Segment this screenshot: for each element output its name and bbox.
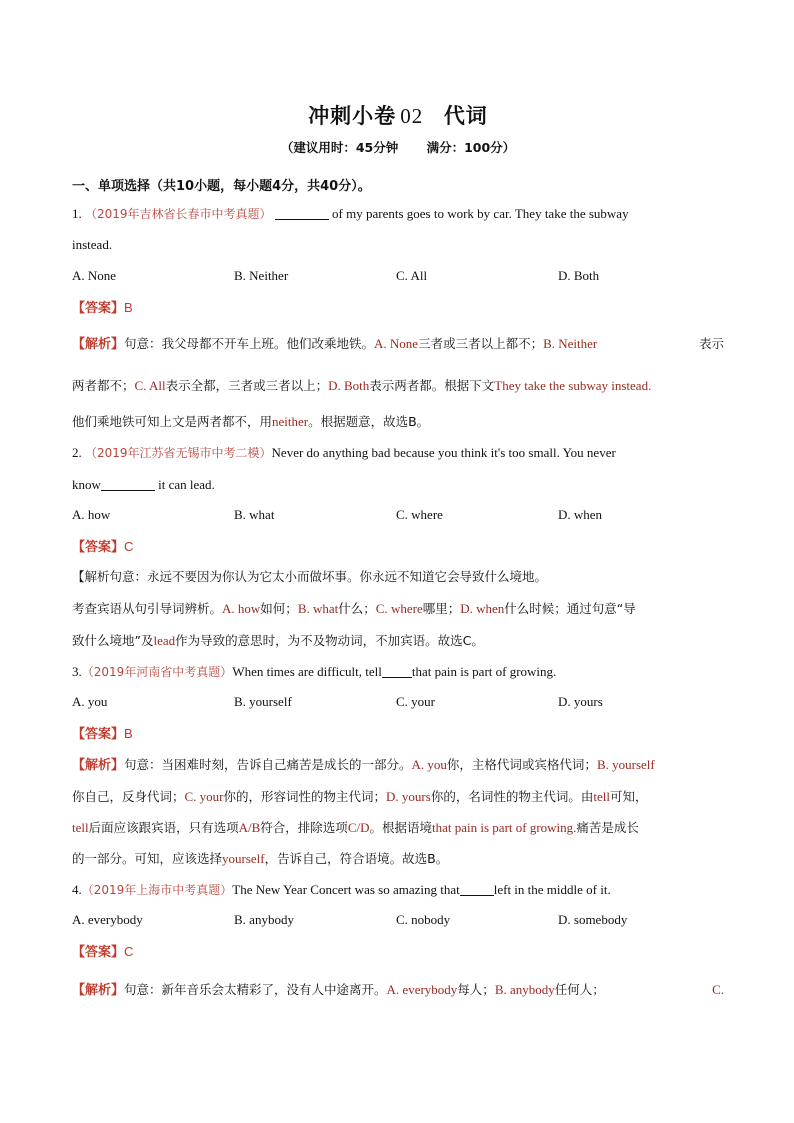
explanation-term: C. xyxy=(712,982,724,997)
answer-line xyxy=(72,538,133,557)
option-b: B. Neither xyxy=(234,268,289,283)
explanation-line xyxy=(72,413,429,431)
explanation-quote: They take the subway instead. xyxy=(494,378,652,393)
explanation-text: 你的，形容词性的物主代词； xyxy=(223,789,387,804)
option-c: C. All xyxy=(396,268,428,283)
explanation-term: neither xyxy=(272,414,309,429)
question-4-options xyxy=(72,912,724,930)
question-1 xyxy=(72,205,629,223)
question-text: it can lead. xyxy=(158,477,215,492)
option-b: B. anybody xyxy=(234,912,294,927)
explanation-term: yourself xyxy=(222,851,265,866)
explanation-text: 你，主格代词或宾格代词； xyxy=(446,757,597,772)
answer-tag: 【答案】 xyxy=(72,540,125,555)
explanation-text: 他们乘地铁可知上文是两者都不，用 xyxy=(72,414,273,429)
explanation-line xyxy=(72,335,724,354)
explanation-text: 哪里； xyxy=(422,601,461,616)
explanation-line xyxy=(72,568,547,586)
answer-line xyxy=(72,943,133,962)
title-number: 02 xyxy=(400,104,424,128)
explanation-tag: 【解析】 xyxy=(72,983,125,998)
explanation-text: 任何人； xyxy=(554,982,605,997)
explanation-term: A. None xyxy=(374,336,419,351)
option-d: D. yours xyxy=(558,694,603,709)
question-number: 2. xyxy=(72,445,82,460)
explanation-term: C. where xyxy=(375,601,423,616)
explanation-text: 两者都不； xyxy=(72,378,135,393)
option-b: B. yourself xyxy=(234,694,292,709)
explanation-text: 三者或三者以上都不； xyxy=(418,336,544,351)
explanation-line xyxy=(72,632,484,650)
option-b: B. what xyxy=(234,507,275,522)
page-title xyxy=(72,100,724,130)
question-number: 3. xyxy=(72,664,82,679)
explanation-text: 致什么境地”及 xyxy=(72,633,154,648)
question-number: 1. xyxy=(72,206,82,221)
explanation-term: D. Both xyxy=(328,378,370,393)
explanation-text: 【解析句意：永远不要因为你认为它太小而做坏事。你永远不知道它会导致什么境地。 xyxy=(72,569,548,584)
option-a: A. how xyxy=(72,507,111,522)
question-2 xyxy=(72,444,616,462)
answer-tag: 【答案】 xyxy=(72,727,125,742)
explanation-term: A/B xyxy=(238,820,261,835)
explanation-term: C/D xyxy=(347,820,370,835)
explanation-line xyxy=(72,600,636,618)
question-2-options xyxy=(72,507,724,525)
explanation-text: 你的，名词性的物主代词。由 xyxy=(430,789,594,804)
question-text: left in the middle of it. xyxy=(493,882,611,897)
question-source: （2019年上海市中考真题） xyxy=(81,883,233,897)
explanation-line xyxy=(72,788,647,806)
option-a: A. everybody xyxy=(72,912,143,927)
option-a: A. None xyxy=(72,268,117,283)
explanation-text: 表示两者都。根据下文 xyxy=(369,378,495,393)
explanation-text: 你自己，反身代词； xyxy=(72,789,185,804)
explanation-text: 可知， xyxy=(609,789,648,804)
explanation-text: 的一部分。可知，应该选择 xyxy=(72,851,223,866)
section-heading: 一、单项选择（共10小题，每小题4分，共40分）。 xyxy=(72,179,371,194)
explanation-term: tell xyxy=(593,789,610,804)
explanation-term: D. when xyxy=(460,601,505,616)
option-c: C. your xyxy=(396,694,435,709)
explanation-text: 什么时候；通过句意“导 xyxy=(504,601,636,616)
explanation-text: 句意：当困难时刻，告诉自己痛苦是成长的一部分。 xyxy=(124,757,412,772)
document-page xyxy=(72,0,724,1123)
explanation-text: 。根据题意，故选B。 xyxy=(308,414,430,429)
question-text-continued xyxy=(72,476,215,494)
explanation-text: 表示全都，三者或三者以上； xyxy=(165,378,329,393)
explanation-term: B. Neither xyxy=(543,336,598,351)
explanation-term: B. anybody xyxy=(494,982,555,997)
explanation-text: 。根据语境 xyxy=(369,820,432,835)
full-score: 满分：100分） xyxy=(426,140,516,155)
option-d: D. when xyxy=(558,507,603,522)
answer-value: C xyxy=(124,944,134,959)
question-number: 4. xyxy=(72,882,82,897)
question-text: of my parents goes to work by car. They take the subway xyxy=(332,206,629,221)
question-text: When times are difficult, tell xyxy=(232,664,382,679)
option-c: C. where xyxy=(396,507,443,522)
question-source: （2019年江苏省无锡市中考二模） xyxy=(85,446,272,460)
question-text: that pain is part of growing. xyxy=(411,664,557,679)
answer-blank xyxy=(460,882,494,896)
answer-tag: 【答案】 xyxy=(72,301,125,316)
explanation-text: 什么； xyxy=(338,601,376,616)
explanation-tag: 【解析】 xyxy=(72,758,125,773)
explanation-line xyxy=(72,756,655,775)
question-source: （2019年河南省中考真题） xyxy=(81,665,233,679)
answer-blank xyxy=(101,477,155,491)
explanation-text: ，告诉自己，符合语境。故选B。 xyxy=(264,851,449,866)
question-3-options xyxy=(72,694,724,712)
explanation-term: A. you xyxy=(411,757,447,772)
explanation-line xyxy=(72,377,651,395)
explanation-term: A. everybody xyxy=(386,982,458,997)
explanation-text: 作为导致的意思时，为不及物动词，不加宾语。故选C。 xyxy=(175,633,484,648)
answer-blank xyxy=(382,664,412,678)
explanation-text: 表示 xyxy=(698,336,724,351)
answer-value: B xyxy=(124,300,133,315)
explanation-text: 后面应该跟宾语，只有选项 xyxy=(88,820,239,835)
explanation-text: 痛苦是成长 xyxy=(576,820,639,835)
explanation-line xyxy=(72,850,448,868)
explanation-text: 每人； xyxy=(457,982,495,997)
question-4 xyxy=(72,881,611,899)
answer-tag: 【答案】 xyxy=(72,945,125,960)
explanation-term: B. yourself xyxy=(596,757,655,772)
explanation-text: 句意：新年音乐会太精彩了，没有人中途离开。 xyxy=(124,982,387,997)
explanation-term: B. what xyxy=(297,601,339,616)
explanation-term: C. your xyxy=(184,789,224,804)
explanation-line xyxy=(72,819,639,837)
question-text: Never do anything bad because you think it's too small. You never xyxy=(271,445,616,460)
explanation-term: A. how xyxy=(222,601,261,616)
question-1-options xyxy=(72,268,724,286)
explanation-text: 句意：我父母都不开车上班。他们改乘地铁。 xyxy=(124,336,375,351)
explanation-text: 考查宾语从句引导词辨析。 xyxy=(72,601,223,616)
option-a: A. you xyxy=(72,694,108,709)
question-text: The New Year Concert was so amazing that xyxy=(232,882,460,897)
question-text-continued: instead. xyxy=(72,237,113,252)
answer-line xyxy=(72,299,133,318)
explanation-text: 符合，排除选项 xyxy=(260,820,348,835)
explanation-term: tell xyxy=(72,820,89,835)
explanation-quote: that pain is part of growing. xyxy=(432,820,577,835)
explanation-line xyxy=(72,981,724,1000)
explanation-term: D. yours xyxy=(386,789,431,804)
option-d: D. somebody xyxy=(558,912,628,927)
explanation-term: lead xyxy=(153,633,176,648)
title-topic: 代词 xyxy=(443,104,488,128)
answer-line xyxy=(72,725,133,744)
explanation-term: C. All xyxy=(134,378,166,393)
answer-blank xyxy=(275,206,329,220)
question-3 xyxy=(72,663,556,681)
suggested-time: （建议用时：45分钟 xyxy=(280,140,399,155)
answer-value: C xyxy=(124,539,134,554)
title-text: 冲刺小卷 xyxy=(308,104,397,128)
answer-value: B xyxy=(124,726,133,741)
option-d: D. Both xyxy=(558,268,600,283)
option-c: C. nobody xyxy=(396,912,451,927)
explanation-text: 如何； xyxy=(260,601,298,616)
explanation-tag: 【解析】 xyxy=(72,337,125,352)
question-text: know xyxy=(72,477,101,492)
exam-info xyxy=(72,138,724,156)
question-source: （2019年吉林省长春市中考真题） xyxy=(85,207,272,221)
